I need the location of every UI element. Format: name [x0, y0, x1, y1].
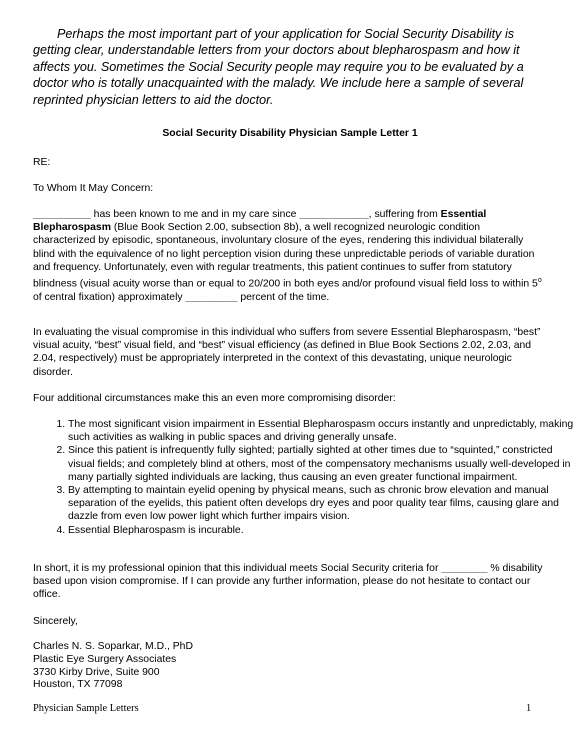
paragraph-2: In evaluating the visual compromise in this individual who suffers from severe Essential Blepharospasm, “best” visual acuity, “best” visual field, and “best” visual efficiency (as defined in Blue Book Sections 2.02, 2.03, and 2.04, respectively) must be appropriately interpreted in the context of this devastating, unique neurologic disorder. — [33, 327, 541, 378]
condition-name: Essential Blepharospasm — [33, 209, 487, 234]
re-line: RE: — [33, 157, 51, 168]
blank-patient-name: __________ — [33, 209, 91, 220]
p4-text-1: In short, it is my professional opinion that this individual meets Social Security criteria for — [33, 563, 442, 574]
paragraph-3: Four additional circumstances make this an even more compromising disorder: — [33, 393, 396, 404]
paragraph-1 — [33, 208, 545, 304]
circumstances-list — [33, 418, 580, 537]
blank-date: ____________ — [299, 209, 369, 220]
list-item: 3. By attempting to maintain eyelid opening by physical means, such as chronic brow elevation and manual separation of the eyelids, this patient often develops dry eyes and poor quality tear films, causing glare and dazzle from even low power light which further impairs vision. — [68, 484, 580, 524]
signature-line: Plastic Eye Surgery Associates — [33, 653, 177, 665]
blank-disability-percent: ________ — [441, 563, 488, 574]
blank-percent-time: _________ — [185, 291, 238, 303]
list-item: 1. The most significant vision impairment in Essential Blepharospasm occurs instantly and unpredictably, making such activities as walking in public spaces and driving generally unsafe. — [68, 418, 580, 444]
p1-text-4: of central fixation) approximately — [33, 291, 186, 303]
list-item: 4. Essential Blepharospasm is incurable. — [68, 524, 580, 537]
page-number: 1 — [526, 703, 532, 714]
p1-text-2: , suffering from — [368, 209, 441, 220]
list-item: 2. Since this patient is infrequently fully sighted; partially sighted at other times due to “squinted,” constricted visual fields; and completely blind at others, most of the compensatory mechanisms usually well-developed in many partially sighted individuals are lacking, thus causing an even greater functional impairment. — [68, 444, 580, 484]
p1-text-3: (Blue Book Section 2.00, subsection 8b), a well recognized neurologic condition characterized by episodic, spontaneous, involuntary closure of the eyes, rendering this individual bilaterally blind with the equivalence of no light perception vision during these unpredictable periods of variable duration and frequency. Unfortunately, even with regular treatments, this patient continues to suffer from statutory blindness (visual acuity worse than or equal to 20/200 in both eyes and/or profound visual field loss to within 5 — [33, 222, 538, 290]
closing: Sincerely, — [33, 616, 78, 627]
letter-title: Social Security Disability Physician Sample Letter 1 — [162, 128, 418, 139]
p4-text-2: % disability based upon vision compromise. If I can provide any further information, please do not hesitate to contact our office. — [33, 563, 543, 601]
intro-paragraph: Perhaps the most important part of your application for Social Security Disability is getting clear, understandable letters from your doctors about blepharospasm and how it affects you. Sometimes the Social Security people may require you to be evaluated by a doctor who is totally unacquainted with the malady. We include here a sample of several reprinted physician letters to aid the doctor. — [33, 27, 524, 107]
footer-title: Physician Sample Letters — [33, 703, 139, 714]
paragraph-4 — [33, 562, 545, 602]
salutation: To Whom It May Concern: — [33, 183, 154, 194]
signature-line: Houston, TX 77098 — [33, 679, 123, 691]
degree-mark: o — [537, 277, 542, 285]
signature-line: 3730 Kirby Drive, Suite 900 — [33, 666, 160, 678]
p1-text-1: has been known to me and in my care since — [90, 209, 300, 220]
signature-line: Charles N. S. Soparkar, M.D., PhD — [33, 641, 193, 652]
signature-block — [33, 641, 193, 692]
p1-text-5: percent of the time. — [237, 291, 330, 303]
